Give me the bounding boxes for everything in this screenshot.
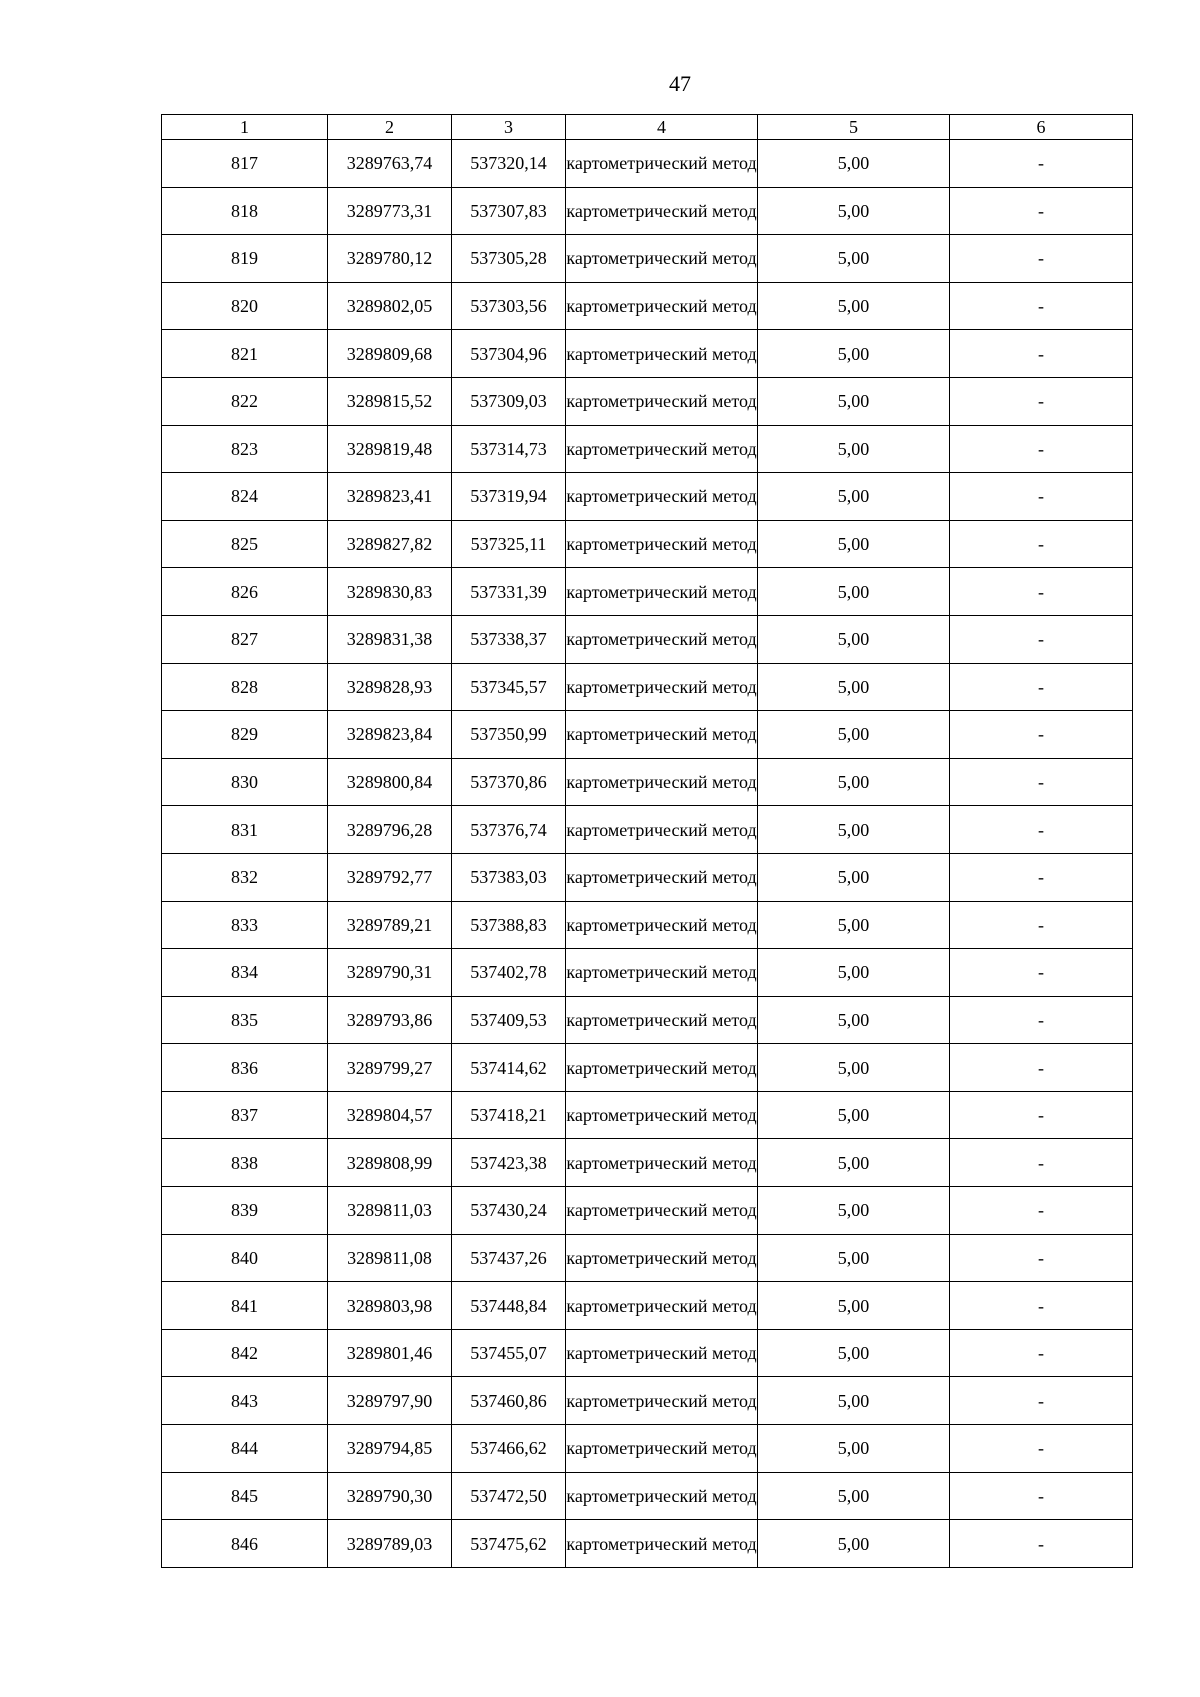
x-coordinate-cell: 3289789,03 [328, 1520, 452, 1568]
y-coordinate-cell: 537472,50 [452, 1472, 566, 1520]
y-coordinate-cell: 537430,24 [452, 1187, 566, 1235]
y-coordinate-cell: 537309,03 [452, 377, 566, 425]
x-coordinate-cell: 3289792,77 [328, 853, 452, 901]
y-coordinate-cell: 537305,28 [452, 235, 566, 283]
method-cell: картометрический метод [566, 187, 758, 235]
description-cell: - [950, 1472, 1133, 1520]
point-number-cell: 819 [162, 235, 328, 283]
y-coordinate-cell: 537307,83 [452, 187, 566, 235]
description-cell: - [950, 853, 1133, 901]
accuracy-cell: 5,00 [758, 901, 950, 949]
description-cell: - [950, 949, 1133, 997]
description-cell: - [950, 330, 1133, 378]
table-row [162, 1139, 1133, 1187]
method-cell: картометрический метод [566, 1234, 758, 1282]
description-cell: - [950, 140, 1133, 188]
table-row [162, 140, 1133, 188]
table-row [162, 282, 1133, 330]
table-row [162, 425, 1133, 473]
y-coordinate-cell: 537409,53 [452, 996, 566, 1044]
x-coordinate-cell: 3289802,05 [328, 282, 452, 330]
point-number-cell: 821 [162, 330, 328, 378]
y-coordinate-cell: 537304,96 [452, 330, 566, 378]
point-number-cell: 840 [162, 1234, 328, 1282]
point-number-cell: 824 [162, 473, 328, 521]
table-row [162, 1329, 1133, 1377]
x-coordinate-cell: 3289808,99 [328, 1139, 452, 1187]
header-cell-6: 6 [950, 115, 1133, 140]
point-number-cell: 846 [162, 1520, 328, 1568]
point-number-cell: 845 [162, 1472, 328, 1520]
point-number-cell: 827 [162, 615, 328, 663]
accuracy-cell: 5,00 [758, 1520, 950, 1568]
method-cell: картометрический метод [566, 996, 758, 1044]
description-cell: - [950, 806, 1133, 854]
accuracy-cell: 5,00 [758, 1187, 950, 1235]
x-coordinate-cell: 3289790,31 [328, 949, 452, 997]
table-row [162, 996, 1133, 1044]
y-coordinate-cell: 537314,73 [452, 425, 566, 473]
table-row [162, 1234, 1133, 1282]
table-row [162, 1091, 1133, 1139]
accuracy-cell: 5,00 [758, 1329, 950, 1377]
x-coordinate-cell: 3289780,12 [328, 235, 452, 283]
accuracy-cell: 5,00 [758, 425, 950, 473]
description-cell: - [950, 1044, 1133, 1092]
description-cell: - [950, 663, 1133, 711]
accuracy-cell: 5,00 [758, 1425, 950, 1473]
x-coordinate-cell: 3289763,74 [328, 140, 452, 188]
method-cell: картометрический метод [566, 1520, 758, 1568]
y-coordinate-cell: 537418,21 [452, 1091, 566, 1139]
accuracy-cell: 5,00 [758, 520, 950, 568]
description-cell: - [950, 1234, 1133, 1282]
x-coordinate-cell: 3289831,38 [328, 615, 452, 663]
x-coordinate-cell: 3289830,83 [328, 568, 452, 616]
header-cell-5: 5 [758, 115, 950, 140]
description-cell: - [950, 235, 1133, 283]
method-cell: картометрический метод [566, 663, 758, 711]
y-coordinate-cell: 537466,62 [452, 1425, 566, 1473]
accuracy-cell: 5,00 [758, 1234, 950, 1282]
point-number-cell: 834 [162, 949, 328, 997]
method-cell: картометрический метод [566, 1472, 758, 1520]
point-number-cell: 828 [162, 663, 328, 711]
table-row [162, 1282, 1133, 1330]
point-number-cell: 820 [162, 282, 328, 330]
method-cell: картометрический метод [566, 1425, 758, 1473]
accuracy-cell: 5,00 [758, 235, 950, 283]
x-coordinate-cell: 3289828,93 [328, 663, 452, 711]
y-coordinate-cell: 537320,14 [452, 140, 566, 188]
method-cell: картометрический метод [566, 806, 758, 854]
y-coordinate-cell: 537331,39 [452, 568, 566, 616]
table-row [162, 377, 1133, 425]
header-cell-4: 4 [566, 115, 758, 140]
y-coordinate-cell: 537303,56 [452, 282, 566, 330]
description-cell: - [950, 1377, 1133, 1425]
y-coordinate-cell: 537370,86 [452, 758, 566, 806]
x-coordinate-cell: 3289799,27 [328, 1044, 452, 1092]
description-cell: - [950, 996, 1133, 1044]
accuracy-cell: 5,00 [758, 663, 950, 711]
x-coordinate-cell: 3289809,68 [328, 330, 452, 378]
method-cell: картометрический метод [566, 615, 758, 663]
method-cell: картометрический метод [566, 758, 758, 806]
description-cell: - [950, 282, 1133, 330]
table-row [162, 1044, 1133, 1092]
header-cell-2: 2 [328, 115, 452, 140]
accuracy-cell: 5,00 [758, 473, 950, 521]
description-cell: - [950, 520, 1133, 568]
y-coordinate-cell: 537460,86 [452, 1377, 566, 1425]
description-cell: - [950, 1091, 1133, 1139]
x-coordinate-cell: 3289793,86 [328, 996, 452, 1044]
y-coordinate-cell: 537423,38 [452, 1139, 566, 1187]
method-cell: картометрический метод [566, 235, 758, 283]
y-coordinate-cell: 537475,62 [452, 1520, 566, 1568]
description-cell: - [950, 187, 1133, 235]
point-number-cell: 823 [162, 425, 328, 473]
y-coordinate-cell: 537376,74 [452, 806, 566, 854]
table-row [162, 615, 1133, 663]
description-cell: - [950, 377, 1133, 425]
accuracy-cell: 5,00 [758, 853, 950, 901]
accuracy-cell: 5,00 [758, 377, 950, 425]
method-cell: картометрический метод [566, 282, 758, 330]
accuracy-cell: 5,00 [758, 949, 950, 997]
table-row [162, 235, 1133, 283]
x-coordinate-cell: 3289796,28 [328, 806, 452, 854]
method-cell: картометрический метод [566, 377, 758, 425]
description-cell: - [950, 901, 1133, 949]
point-number-cell: 843 [162, 1377, 328, 1425]
table-body [162, 115, 1133, 1568]
y-coordinate-cell: 537448,84 [452, 1282, 566, 1330]
header-cell-3: 3 [452, 115, 566, 140]
point-number-cell: 831 [162, 806, 328, 854]
method-cell: картометрический метод [566, 1139, 758, 1187]
y-coordinate-cell: 537455,07 [452, 1329, 566, 1377]
x-coordinate-cell: 3289773,31 [328, 187, 452, 235]
x-coordinate-cell: 3289801,46 [328, 1329, 452, 1377]
description-cell: - [950, 1329, 1133, 1377]
header-cell-1: 1 [162, 115, 328, 140]
accuracy-cell: 5,00 [758, 140, 950, 188]
y-coordinate-cell: 537319,94 [452, 473, 566, 521]
method-cell: картометрический метод [566, 1044, 758, 1092]
y-coordinate-cell: 537388,83 [452, 901, 566, 949]
x-coordinate-cell: 3289789,21 [328, 901, 452, 949]
method-cell: картометрический метод [566, 1282, 758, 1330]
y-coordinate-cell: 537402,78 [452, 949, 566, 997]
table-row [162, 1520, 1133, 1568]
table-row [162, 1472, 1133, 1520]
table-header-row [162, 115, 1133, 140]
point-number-cell: 818 [162, 187, 328, 235]
table-row [162, 187, 1133, 235]
accuracy-cell: 5,00 [758, 1139, 950, 1187]
method-cell: картометрический метод [566, 1091, 758, 1139]
table-row [162, 806, 1133, 854]
x-coordinate-cell: 3289823,41 [328, 473, 452, 521]
point-number-cell: 822 [162, 377, 328, 425]
point-number-cell: 842 [162, 1329, 328, 1377]
description-cell: - [950, 568, 1133, 616]
y-coordinate-cell: 537338,37 [452, 615, 566, 663]
y-coordinate-cell: 537325,11 [452, 520, 566, 568]
point-number-cell: 844 [162, 1425, 328, 1473]
method-cell: картометрический метод [566, 901, 758, 949]
accuracy-cell: 5,00 [758, 568, 950, 616]
x-coordinate-cell: 3289811,03 [328, 1187, 452, 1235]
description-cell: - [950, 758, 1133, 806]
method-cell: картометрический метод [566, 853, 758, 901]
point-number-cell: 829 [162, 711, 328, 759]
accuracy-cell: 5,00 [758, 996, 950, 1044]
method-cell: картометрический метод [566, 1377, 758, 1425]
accuracy-cell: 5,00 [758, 282, 950, 330]
y-coordinate-cell: 537345,57 [452, 663, 566, 711]
y-coordinate-cell: 537383,03 [452, 853, 566, 901]
accuracy-cell: 5,00 [758, 758, 950, 806]
accuracy-cell: 5,00 [758, 711, 950, 759]
point-number-cell: 838 [162, 1139, 328, 1187]
description-cell: - [950, 1139, 1133, 1187]
method-cell: картометрический метод [566, 568, 758, 616]
x-coordinate-cell: 3289794,85 [328, 1425, 452, 1473]
table-row [162, 1187, 1133, 1235]
table-row [162, 330, 1133, 378]
x-coordinate-cell: 3289827,82 [328, 520, 452, 568]
description-cell: - [950, 1425, 1133, 1473]
description-cell: - [950, 425, 1133, 473]
coordinates-table [161, 114, 1133, 1568]
table-row [162, 711, 1133, 759]
table-row [162, 1377, 1133, 1425]
method-cell: картометрический метод [566, 949, 758, 997]
method-cell: картометрический метод [566, 140, 758, 188]
description-cell: - [950, 711, 1133, 759]
method-cell: картометрический метод [566, 1187, 758, 1235]
table-row [162, 901, 1133, 949]
description-cell: - [950, 615, 1133, 663]
table-row [162, 473, 1133, 521]
table-row [162, 568, 1133, 616]
x-coordinate-cell: 3289804,57 [328, 1091, 452, 1139]
method-cell: картометрический метод [566, 473, 758, 521]
accuracy-cell: 5,00 [758, 1377, 950, 1425]
accuracy-cell: 5,00 [758, 1472, 950, 1520]
point-number-cell: 832 [162, 853, 328, 901]
x-coordinate-cell: 3289800,84 [328, 758, 452, 806]
x-coordinate-cell: 3289819,48 [328, 425, 452, 473]
method-cell: картометрический метод [566, 1329, 758, 1377]
x-coordinate-cell: 3289797,90 [328, 1377, 452, 1425]
page-number: 47 [669, 71, 691, 96]
point-number-cell: 833 [162, 901, 328, 949]
x-coordinate-cell: 3289803,98 [328, 1282, 452, 1330]
point-number-cell: 835 [162, 996, 328, 1044]
description-cell: - [950, 1520, 1133, 1568]
accuracy-cell: 5,00 [758, 1091, 950, 1139]
table-row [162, 520, 1133, 568]
table-row [162, 758, 1133, 806]
accuracy-cell: 5,00 [758, 1282, 950, 1330]
description-cell: - [950, 1282, 1133, 1330]
accuracy-cell: 5,00 [758, 806, 950, 854]
point-number-cell: 825 [162, 520, 328, 568]
y-coordinate-cell: 537437,26 [452, 1234, 566, 1282]
point-number-cell: 837 [162, 1091, 328, 1139]
table-row [162, 663, 1133, 711]
y-coordinate-cell: 537414,62 [452, 1044, 566, 1092]
method-cell: картометрический метод [566, 711, 758, 759]
table-row [162, 853, 1133, 901]
point-number-cell: 839 [162, 1187, 328, 1235]
x-coordinate-cell: 3289790,30 [328, 1472, 452, 1520]
point-number-cell: 836 [162, 1044, 328, 1092]
point-number-cell: 841 [162, 1282, 328, 1330]
accuracy-cell: 5,00 [758, 1044, 950, 1092]
method-cell: картометрический метод [566, 330, 758, 378]
method-cell: картометрический метод [566, 520, 758, 568]
accuracy-cell: 5,00 [758, 187, 950, 235]
y-coordinate-cell: 537350,99 [452, 711, 566, 759]
description-cell: - [950, 1187, 1133, 1235]
x-coordinate-cell: 3289815,52 [328, 377, 452, 425]
point-number-cell: 830 [162, 758, 328, 806]
accuracy-cell: 5,00 [758, 615, 950, 663]
point-number-cell: 826 [162, 568, 328, 616]
x-coordinate-cell: 3289811,08 [328, 1234, 452, 1282]
table-row [162, 1425, 1133, 1473]
method-cell: картометрический метод [566, 425, 758, 473]
point-number-cell: 817 [162, 140, 328, 188]
x-coordinate-cell: 3289823,84 [328, 711, 452, 759]
table-row [162, 949, 1133, 997]
accuracy-cell: 5,00 [758, 330, 950, 378]
description-cell: - [950, 473, 1133, 521]
